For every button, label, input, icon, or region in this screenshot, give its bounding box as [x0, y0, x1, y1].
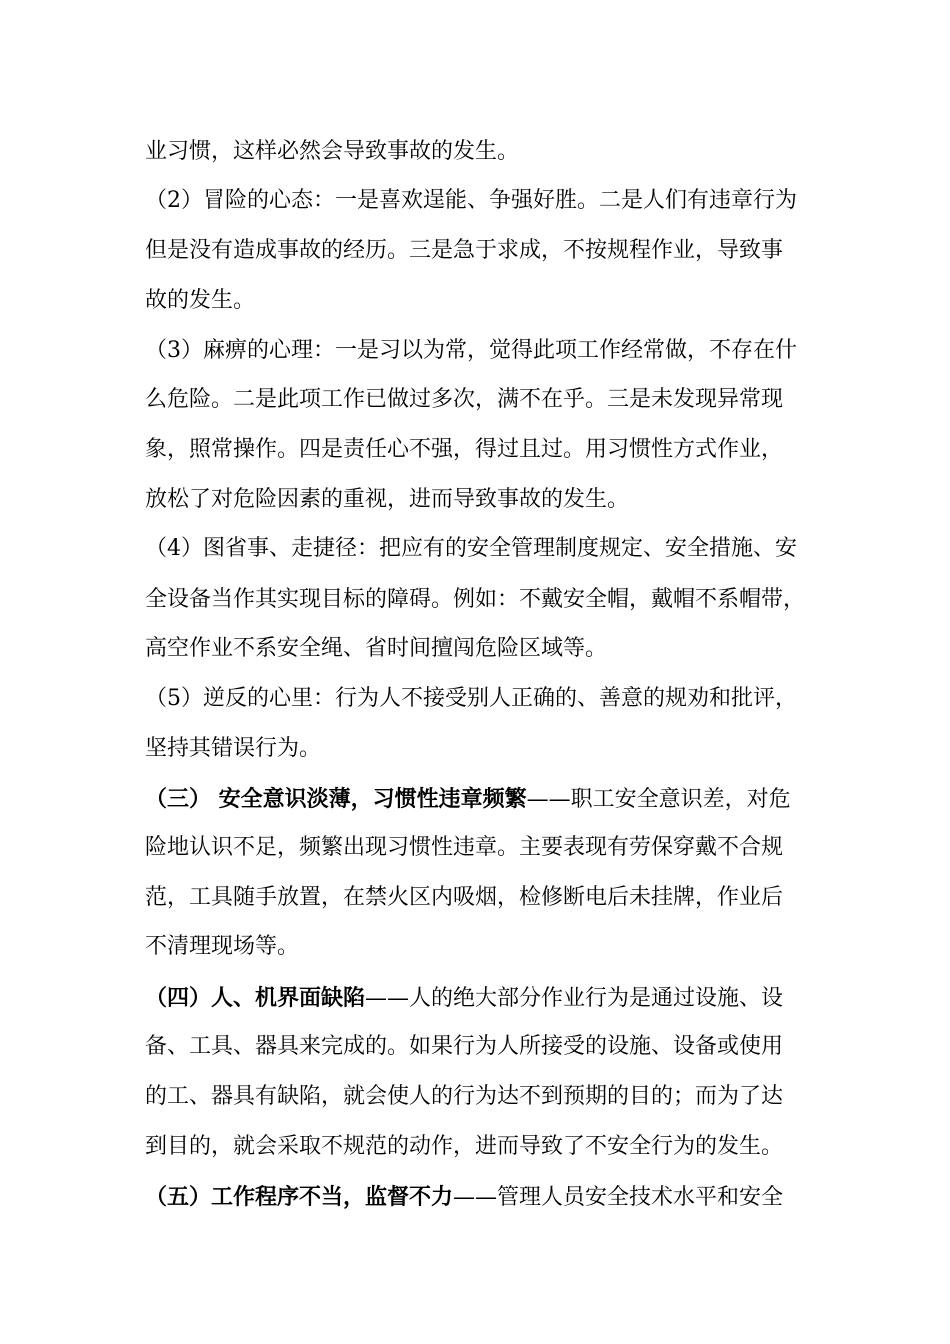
text-line: 么危险。二是此项工作已做过多次，满不在乎。三是未发现异常现 [145, 387, 784, 412]
text-line: 象，照常操作。四是责任心不强，得过且过。用习惯性方式作业， [145, 437, 784, 462]
text-line: 业习惯，这样必然会导致事故的发生。 [145, 139, 520, 164]
section-heading: （五）工作程序不当，监督不力 [145, 1184, 454, 1210]
text-line: 高空作业不系安全绳、省时间擅闯危险区域等。 [145, 636, 608, 661]
section-heading-line: （四）人、机界面缺陷——人的绝大部分作业行为是通过设施、设 [145, 985, 784, 1011]
text-line: 的工、器具有缺陷，就会使人的行为达不到预期的目的；而为了达 [145, 1084, 784, 1109]
text-line: 放松了对危险因素的重视，进而导致事故的发生。 [145, 487, 630, 512]
text-line: 险地认识不足，频繁出现习惯性违章。主要表现有劳保穿戴不合规 [145, 835, 784, 860]
text-line: 全设备当作其实现目标的障碍。例如：不戴安全帽，戴帽不系帽带， [145, 587, 806, 612]
text-line: 范，工具随手放置，在禁火区内吸烟，检修断电后未挂牌，作业后 [145, 885, 784, 910]
text-line: 不清理现场等。 [145, 934, 300, 959]
text-line: （2）冒险的心态：一是喜欢逞能、争强好胜。二是人们有违章行为 [145, 188, 797, 213]
text-line: 但是没有造成事故的经历。三是急于求成，不按规程作业，导致事 [145, 238, 784, 263]
section-heading: （三） 安全意识淡薄，习惯性违章频繁 [145, 786, 527, 812]
text-line: 到目的，就会采取不规范的动作，进而导致了不安全行为的发生。 [145, 1134, 784, 1159]
section-heading: （四）人、机界面缺陷 [145, 985, 366, 1011]
text-line: （3）麻痹的心理：一是习以为常，觉得此项工作经常做，不存在什 [145, 338, 797, 363]
text-line: （5）逆反的心里：行为人不接受别人正确的、善意的规劝和批评， [145, 686, 797, 711]
text-line: （4）图省事、走捷径：把应有的安全管理制度规定、安全措施、安 [145, 536, 797, 561]
text-line: 备、工具、器具来完成的。如果行为人所接受的设施、设备或使用 [145, 1034, 784, 1059]
text-line: 坚持其错误行为。 [145, 736, 322, 761]
section-heading-line: （三） 安全意识淡薄，习惯性违章频繁——职工安全意识差，对危 [145, 786, 791, 812]
section-heading-line: （五）工作程序不当，监督不力——管理人员安全技术水平和安全 [145, 1184, 784, 1210]
text-line: 故的发生。 [145, 288, 256, 313]
